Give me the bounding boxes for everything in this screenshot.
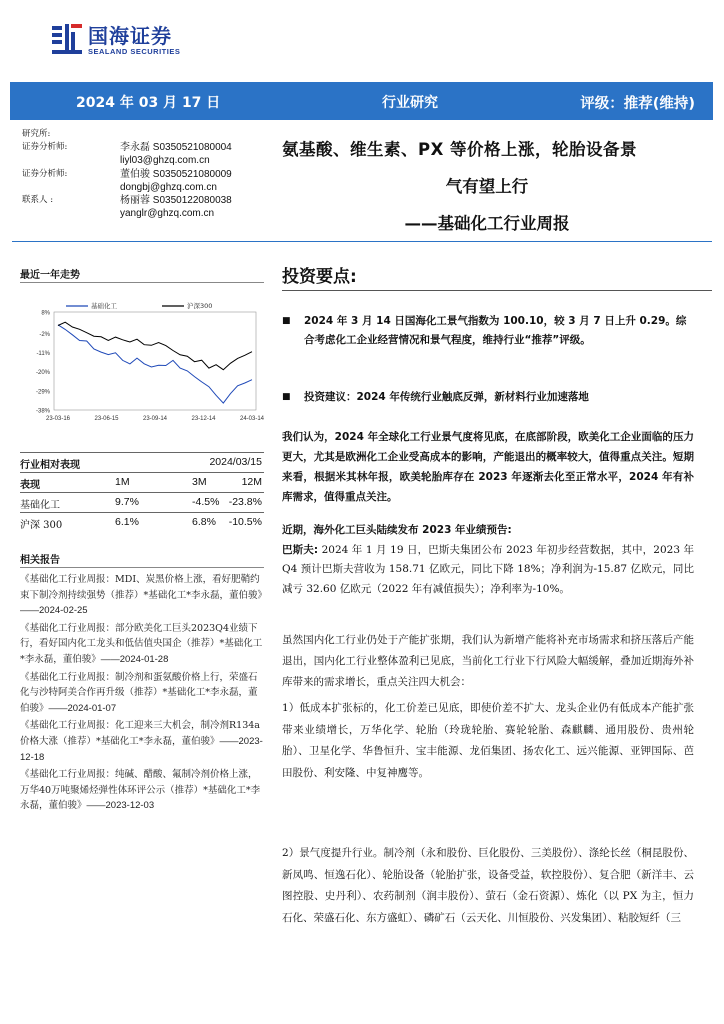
perf-cell: 沪深 300 [20,520,63,531]
para-label: 巴斯夫: [282,543,319,556]
analyst-label: 证券分析师: [22,142,68,153]
perf-header-cell: 表现 [20,480,40,491]
y-tick-label: -20% [35,370,50,377]
brand-name-en: SEALAND SECURITIES [88,46,181,56]
sealand-logo-icon [50,22,84,58]
y-tick-label: -11% [36,350,50,357]
perf-cell: -10.5% [228,516,262,528]
y-tick-label: 8% [41,310,50,317]
header-bar [10,82,713,120]
analyst-label: 证券分析师: [22,168,68,179]
x-tick-label: 23-09-14 [142,416,168,422]
divider [20,282,264,283]
perf-cell: -4.5% [192,496,220,508]
perf-header-cell: 1M [115,476,130,488]
title-line-1: 氨基酸、维生素、PX 等价格上涨，轮胎设备景 [282,140,638,159]
list-item[interactable]: 《基础化工行业周报：MDI、炭黑价格上涨，看好肥鞘约束下制冷剂持续强势（推荐）*基础化工*李永磊，董伯骏》——2024-02-25 [20,574,268,617]
analyst-email[interactable]: liyl03@ghzq.com.cn [120,155,210,167]
bullet-text: 2024 年 3 月 14 日国海化工景气指数为 100.10，较 3 月 7 日上升 0.29。综合考虑化工企业经营情况和景气程度，维持行业“推荐”评级。 [304,315,687,346]
bullet-point [282,312,690,350]
perf-header-cell: 12M [241,476,262,488]
bullet-square-icon: ■ [282,392,291,402]
table-row [20,512,264,532]
list-item[interactable]: 《基础化工行业周报：纯碱、醋酸、氟制冷剂价格上涨，万华40万吨聚烯烃弹性体环评公示（推荐）*基础化工*李永磊，董伯骏》——2023-12-03 [20,769,261,812]
table-row [20,492,264,512]
bullet-square-icon: ■ [282,316,291,326]
analyst-value: 董伯骏 S0350521080009 [120,168,232,180]
perf-cell: 9.7% [115,496,139,508]
y-tick-label: -29% [35,389,50,396]
series-line-hs300 [58,322,252,370]
paragraph: 1）低成本扩张标的，化工价差已见底，即使价差不扩大、龙头企业仍有低成本产能扩张带来业绩增长，万华化学、轮胎（玲珑轮胎、赛轮轮胎、森麒麟、通用股份、贵州轮胎）、卫星化学、华鲁恒升、宝丰能源、龙佰集团、扬农化工、远兴能源、亚钾国际、芭田股份、利安隆、中复神鹰等。 [282,702,694,779]
x-tick-label: 23-06-15 [94,416,119,422]
paragraph: 虽然国内化工行业仍处于产能扩张期，我们认为新增产能将补充市场需求和挤压落后产能退出，国内化工行业整体盈利已见底，当前化工行业下行风险大幅缓解，叠加近期海外补库带来的需求增长，重点关注四大机会： [282,634,694,688]
y-tick-label: -38% [35,408,50,415]
report-date: 2024 年 03 月 17 日 [76,95,221,111]
list-item[interactable]: 《基础化工行业周报：制冷剂和蛋氨酸价格上行，荣盛石化与沙特阿美合作再升级（推荐）*基础化工*李永磊，董伯骏》——2024-01-07 [20,671,258,714]
para-heading: 近期，海外化工巨头陆续发布 2023 年业绩预告: [282,524,512,536]
related-reports [20,572,266,816]
bullet-text: 投资建议：2024 年传统行业触底反弹，新材料行业加速落地 [304,391,589,403]
x-tick-label: 23-12-14 [191,416,216,422]
trend-heading: 最近一年走势 [20,270,80,281]
analyst-value: 杨丽蓉 S0350122080038 [120,194,232,206]
x-tick-label: 24-03-14 [239,416,264,422]
legend-label: 基础化工 [91,302,117,311]
perf-title: 行业相对表现 [20,460,80,471]
report-category: 行业研究 [382,95,438,111]
legend-label: 沪深300 [187,302,213,311]
header-separator [12,241,712,242]
title-line-2: 气有望上行 [445,177,529,196]
analyst-label: 联系人 : [22,194,54,205]
report-title [282,131,692,242]
divider [20,567,264,568]
x-tick-label: 23-03-16 [45,416,71,422]
perf-date: 2024/03/15 [209,456,262,468]
paragraph: 我们认为，2024 年全球化工行业景气度将见底，在底部阶段，欧美化工企业面临的压力更大，尤其是欧洲化工企业受高成本的影响，产能退出的概率较大，值得重点关注。短期来看，根据米其林年报，欧美轮胎库存在 2023 年逐渐去化至正常水平，2024 年有补库需求，值得重点关注。 [282,431,694,503]
trend-chart [20,290,264,430]
chart-frame [54,312,256,410]
brand-name-cn: 国海证券 [88,23,172,48]
reports-heading: 相关报告 [20,555,60,566]
perf-header-cell: 3M [192,476,207,488]
analyst-email[interactable]: dongbj@ghzq.com.cn [120,181,217,193]
analyst-email[interactable]: yanglr@ghzq.com.cn [120,208,215,220]
invest-heading: 投资要点: [282,267,357,287]
paragraph: 2）景气度提升行业。制冷剂（永和股份、巨化股份、三美股份）、涤纶长丝（桐昆股份、新凤鸣、恒逸石化）、轮胎设备（轮胎扩张，设备受益，软控股份）、复合肥（新洋丰、云图控股、史丹利）、农药制剂（润丰股份）、萤石（金石资源）、炼化（以 PX 为主，恒力石化、荣盛石化、东方盛虹）、磷矿石（云天化、川恒股份、兴发集团）、粘胶短纤（三 [282,847,694,924]
brand-logo [50,22,180,58]
series-line-chemical [58,325,252,403]
rating: 评级：推荐(维持) [580,96,695,112]
perf-cell: 基础化工 [20,500,60,511]
list-item[interactable]: 《基础化工行业周报：部分欧美化工巨头2023Q4业绩下行，看好国内化工龙头和低估值央国企（推荐）*基础化工*李永磊，董伯骏》——2024-01-28 [20,622,263,665]
perf-cell: 6.1% [115,516,139,528]
list-item[interactable]: 《基础化工行业周报：化工迎来三大机会，制冷剂R134a价格大涨（推荐）*基础化工*李永磊，董伯骏》——2023-12-18 [20,720,263,763]
analyst-label: 研究所: [22,129,51,139]
y-tick-label: -2% [39,331,50,338]
paragraph [282,521,694,599]
bullet-point [282,388,690,407]
analyst-value: 李永磊 S0350521080004 [120,142,232,154]
perf-cell: -23.8% [228,496,262,508]
performance-table [20,452,264,532]
divider [282,290,712,291]
perf-cell: 6.8% [192,516,216,528]
para-body: 2024 年 1 月 19 日，巴斯夫集团公布 2023 年初步经营数据，其中，2023 年 Q4 预计巴斯夫营收为 158.71 亿欧元，同比下降 18%；净利润为-15.87 亿欧元，同比减亏 32.60 亿欧元（2022 年有减值损失）；净利率为-10%。 [282,543,694,595]
title-line-3: ——基础化工行业周报 [404,214,570,233]
